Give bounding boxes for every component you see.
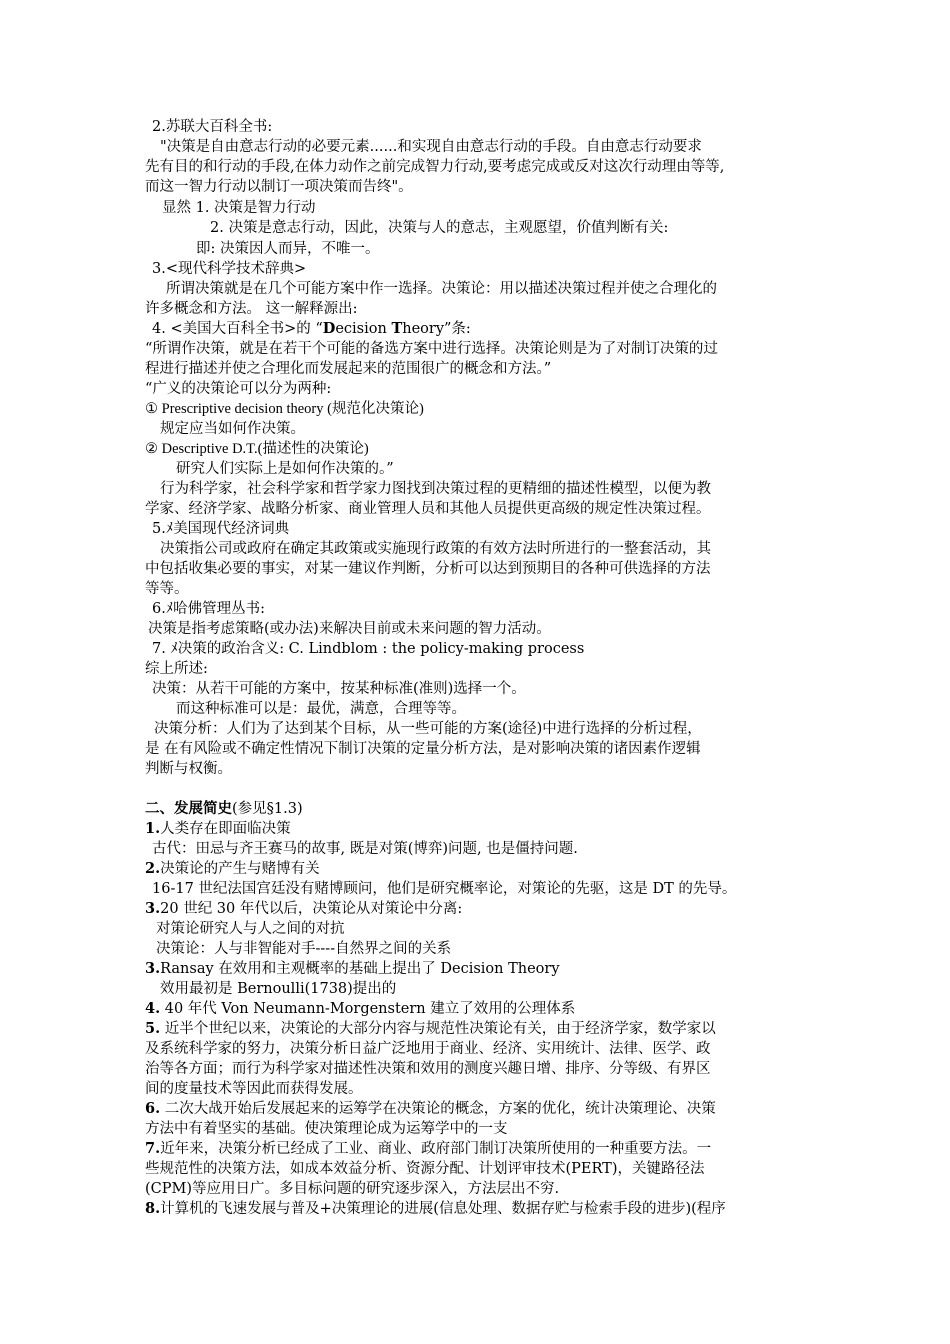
- text-line: 及系统科学家的努力，决策分析日益广泛地用于商业、经济、实用统计、法律、医学、政: [145, 1041, 711, 1057]
- text-line: 决策论：人与非智能对手----自然界之间的关系: [156, 941, 452, 957]
- text-line: 所谓决策就是在几个可能方案中作一选择。决策论：用以描述决策过程并使之合理化的: [166, 281, 717, 297]
- item-number: 6.: [145, 1100, 161, 1117]
- text-line: 决策：从若干可能的方案中，按某种标准(准则)选择一个。: [152, 681, 526, 697]
- list-item: [145, 1019, 808, 1039]
- item-text: 人类存在即面临决策: [160, 821, 291, 837]
- text-line: 综上所述:: [145, 661, 208, 677]
- text-line: 些规范性的决策方法，如成本效益分析、资源分配、计划评审技术(PERT)，关键路径法: [145, 1161, 705, 1177]
- text-span-bold: D: [322, 320, 336, 337]
- text-line: ① Prescriptive decision theory (规范化决策论): [145, 401, 424, 417]
- text-line: 学家、经济学家、战略分析家、商业管理人员和其他人员提供更高级的规定性决策过程。: [145, 501, 711, 517]
- text-line: 行为科学家，社会科学家和哲学家力图找到决策过程的更精细的描述性模型，以便为教: [160, 481, 711, 497]
- text-span: heory”条:: [402, 321, 471, 337]
- text-line: [152, 319, 808, 339]
- item-text: 近半个世纪以来，决策论的大部分内容与规范性决策论有关，由于经济学家，数学家以: [160, 1021, 716, 1037]
- item-number: 4.: [145, 1000, 161, 1017]
- list-item: [145, 1099, 808, 1119]
- item-text: Ransay 在效用和主观概率的基础上提出了 Decision Theory: [160, 961, 560, 977]
- item-number: 3.: [145, 900, 161, 917]
- text-line: 效用最初是 Bernoulli(1738)提出的: [160, 981, 397, 997]
- list-item: [145, 999, 808, 1019]
- text-line: 古代：田忌与齐王赛马的故事, 既是对策(博弈)问题, 也是僵持问题.: [152, 841, 578, 857]
- text-line: ② Descriptive D.T.(描述性的决策论): [145, 441, 369, 457]
- text-line: 显然 1. 决策是智力行动: [162, 200, 316, 216]
- item-text: 20 世纪 30 年代以后，决策论从对策论中分离:: [160, 901, 463, 917]
- text-line: 许多概念和方法。 这一解释源出:: [145, 301, 358, 317]
- text-span: 4. <美国大百科全书>的 “: [152, 321, 323, 337]
- text-line: 即: 决策因人而异，不唯一。: [196, 241, 380, 257]
- text-line: “所谓作决策，就是在若干个可能的备选方案中进行选择。决策论则是为了对制订决策的过: [145, 341, 718, 357]
- text-line: 5.ﾒ美国现代经济词典: [152, 521, 290, 537]
- list-item: [145, 1199, 808, 1219]
- heading-bold: 二、发展简史: [145, 800, 232, 817]
- text-line: 而这一智力行动以制订一项决策而告终"。: [145, 179, 413, 195]
- item-number: 2.: [145, 860, 161, 877]
- text-line: 而这种标准可以是：最优，满意，合理等等。: [176, 701, 466, 717]
- item-number: 7.: [145, 1140, 161, 1157]
- text-line: “广义的决策论可以分为两种:: [145, 381, 332, 397]
- text-line: 研究人们实际上是如何作决策的。”: [176, 461, 394, 477]
- item-text: 决策论的产生与赌博有关: [160, 861, 320, 877]
- item-number: 3.: [145, 960, 161, 977]
- text-line: 规定应当如何作决策。: [160, 421, 305, 437]
- heading-ref: (参见§1.3): [232, 801, 303, 817]
- text-line: 2.苏联大百科全书:: [152, 119, 273, 135]
- text-line: 方法中有着坚实的基础。使决策理论成为运筹学中的一支: [145, 1121, 508, 1137]
- text-line: 决策分析：人们为了达到某个目标，从一些可能的方案(途径)中进行选择的分析过程，: [154, 721, 702, 737]
- text-line: 3.<现代科学技术辞典>: [152, 261, 307, 277]
- text-line: "决策是自由意志行动的必要元素......和实现自由意志行动的手段。自由意志行动要求: [160, 139, 702, 155]
- text-span-bold: T: [391, 320, 403, 337]
- text-line: 先有目的和行动的手段,在体力动作之前完成智力行动,要考虑完成或反对这次行动理由等等,: [145, 159, 725, 175]
- item-number: 5.: [145, 1020, 161, 1037]
- text-line: 是 在有风险或不确定性情况下制订决策的定量分析方法，是对影响决策的诸因素作逻辑: [145, 741, 701, 757]
- text-line: 中包括收集必要的事实，对某一建议作判断，分析可以达到预期目的各种可供选择的方法: [145, 561, 711, 577]
- text-line: 决策是指考虑策略(或办法)来解决目前或未来问题的智力活动。: [148, 621, 551, 637]
- text-line: 间的度量技术等因此而获得发展。: [145, 1081, 363, 1097]
- list-item: [145, 959, 808, 979]
- text-line: 治等各方面；而行为科学家对描述性决策和效用的测度兴趣日增、排序、分等级、有界区: [145, 1061, 711, 1077]
- text-line: 2. 决策是意志行动，因此，决策与人的意志，主观愿望，价值判断有关:: [210, 220, 669, 236]
- list-item: [145, 899, 808, 919]
- list-item: [145, 819, 808, 839]
- text-span: ecision: [335, 321, 392, 337]
- item-text: 二次大战开始后发展起来的运筹学在决策论的概念，方案的优化，统计决策理论、决策: [160, 1101, 716, 1117]
- text-line: 对策论研究人与人之间的对抗: [156, 921, 345, 937]
- text-line: 等等。: [145, 581, 189, 597]
- list-item: [145, 1139, 808, 1159]
- list-item: [145, 859, 808, 879]
- text-line: 7. ﾒ决策的政治含义: C. Lindblom : the policy-making process: [152, 641, 585, 657]
- item-text: 计算机的飞速发展与普及+决策理论的进展(信息处理、数据存贮与检索手段的进步)(程序: [160, 1201, 726, 1217]
- text-line: 判断与权衡。: [145, 761, 232, 777]
- text-line: 程进行描述并使之合理化而发展起来的范围很广的概念和方法。”: [145, 361, 552, 377]
- text-line: 6.ﾒ哈佛管理丛书:: [152, 601, 265, 617]
- item-number: 8.: [145, 1200, 161, 1217]
- text-line: 16-17 世纪法国宫廷没有赌博顾问，他们是研究概率论，对策论的先驱，这是 DT 的先导。: [152, 881, 737, 897]
- item-text: 40 年代 Von Neumann-Morgenstern 建立了效用的公理体系: [160, 1001, 576, 1017]
- item-number: 1.: [145, 820, 161, 837]
- text-line: (CPM)等应用日广。多目标问题的研究逐步深入，方法层出不穷.: [145, 1181, 560, 1197]
- item-text: 近年来，决策分析已经成了工业、商业、政府部门制订决策所使用的一种重要方法。一: [160, 1141, 712, 1157]
- section-heading: [145, 799, 808, 819]
- text-line: 决策指公司或政府在确定其政策或实施现行政策的有效方法时所进行的一整套活动，其: [160, 541, 711, 557]
